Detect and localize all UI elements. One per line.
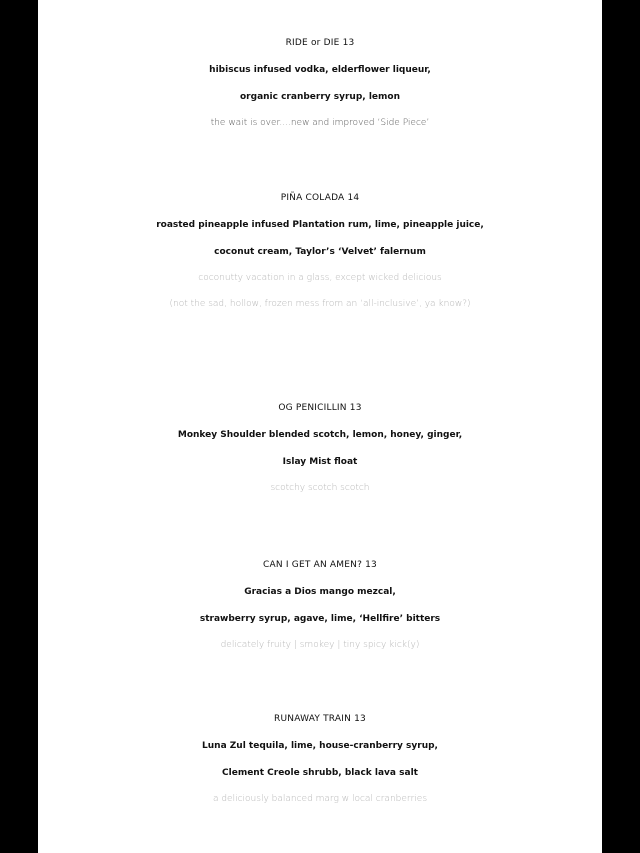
item-ingredients-line: Clement Creole shrubb, black lava salt (222, 768, 418, 778)
item-ingredients-line: coconut cream, Taylor’s ‘Velvet’ falernum (214, 247, 426, 257)
item-title: RIDE or DIE 13 (285, 38, 355, 48)
item-description: coconutty vacation in a glass, except wicked delicious (198, 273, 442, 283)
item-ingredients-line: Luna Zul tequila, lime, house-cranberry syrup, (202, 741, 438, 751)
item-title: PIÑA COLADA 14 (280, 193, 360, 203)
item-description: (not the sad, hollow, frozen mess from an ‘all-inclusive’, ya know?) (169, 299, 471, 309)
item-ingredients-line: organic cranberry syrup, lemon (240, 92, 400, 102)
item-ingredients-line: strawberry syrup, agave, lime, ‘Hellfire’ bitters (199, 614, 441, 624)
item-title: OG PENICILLIN 13 (278, 403, 362, 413)
menu-item-ride-or-die (38, 30, 602, 136)
menu-item-can-i-get-an-amen (38, 552, 602, 658)
item-description: scotchy scotch scotch (270, 483, 370, 493)
item-ingredients-line: roasted pineapple infused Plantation rum, lime, pineapple juice, (156, 220, 484, 230)
menu-item-pina-colada (38, 185, 602, 317)
item-description: delicately fruity | smokey | tiny spicy kick(y) (220, 640, 420, 650)
item-description: the wait is over....new and improved ‘Side Piece’ (210, 118, 430, 128)
menu-page (38, 0, 602, 853)
item-ingredients-line: Gracias a Dios mango mezcal, (244, 587, 396, 597)
item-ingredients-line: Monkey Shoulder blended scotch, lemon, honey, ginger, (177, 430, 463, 440)
item-title: CAN I GET AN AMEN? 13 (263, 560, 377, 570)
menu-item-og-penicillin (38, 395, 602, 501)
item-ingredients-line: Islay Mist float (282, 457, 358, 467)
menu-item-runaway-train (38, 706, 602, 812)
item-title: RUNAWAY TRAIN 13 (274, 714, 366, 724)
item-description: a deliciously balanced marg w local cranberries (212, 794, 428, 804)
item-ingredients-line: hibiscus infused vodka, elderflower liqueur, (209, 65, 431, 75)
